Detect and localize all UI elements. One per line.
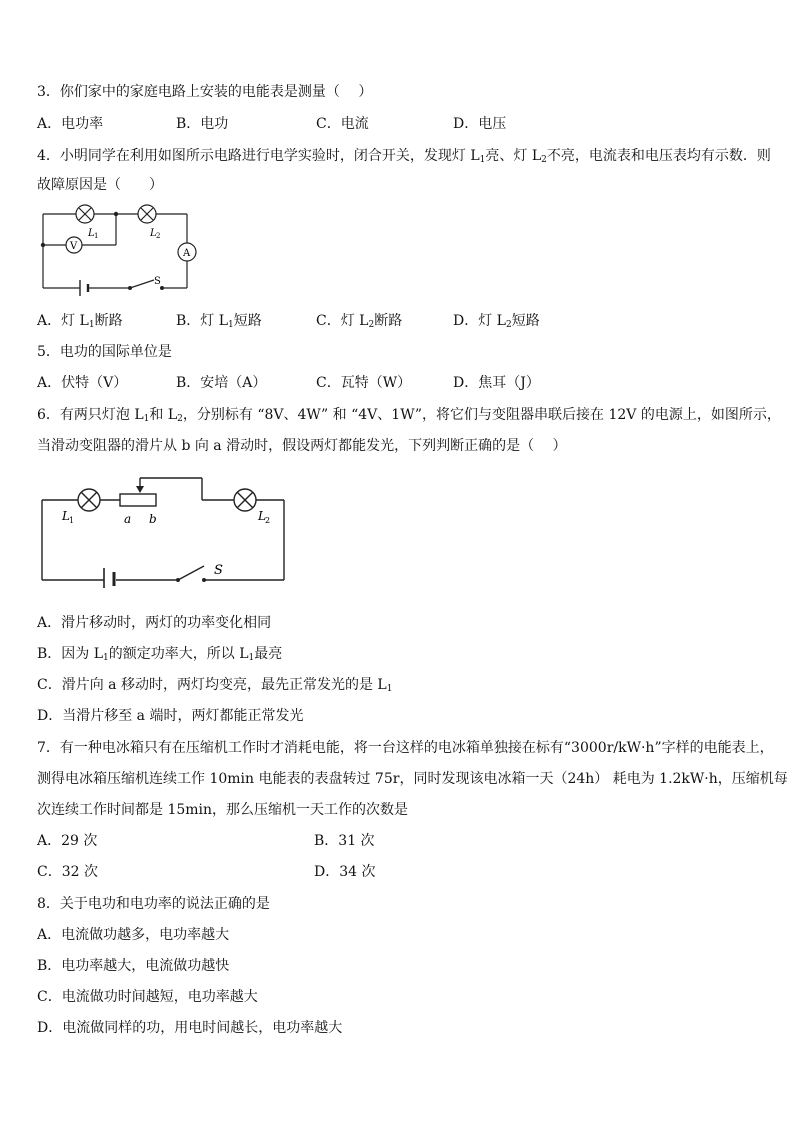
q7-stem-line2: 测得电冰箱压缩机连续工作 10min 电能表的表盘转过 75r，同时发现该电冰箱一天（24h） 耗电为 1.2kW·h，压缩机每 xyxy=(37,771,788,787)
q4-option-c: C．灯 $L_2$断路 xyxy=(316,313,403,330)
q7-option-d: D．34 次 xyxy=(314,864,376,880)
q6-lamp1-label: L xyxy=(62,509,70,523)
q3-option-b: B．电功 xyxy=(176,116,229,132)
q5-option-d: D．焦耳（J） xyxy=(453,375,540,391)
q5-option-a: A．伏特（V） xyxy=(37,375,128,391)
q6-lamp2-sub: 2 xyxy=(265,516,271,525)
q6-option-a: A．滑片移动时，两灯的功率变化相同 xyxy=(37,615,272,631)
q4-stem-line2: 故障原因是（ ） xyxy=(37,177,163,193)
q4-circuit-diagram xyxy=(36,200,206,300)
q4-ammeter-label: A xyxy=(183,248,191,259)
q6-option-c: C．滑片向 a 移动时，两灯均变亮，最先正常发光的是 $L_1$ xyxy=(37,677,393,694)
q8-stem: 8．关于电功和电功率的说法正确的是 xyxy=(37,896,270,912)
q3-option-d: D．电压 xyxy=(453,116,507,132)
q4-lamp1-label: L xyxy=(88,228,95,239)
q7-option-b: B．31 次 xyxy=(314,833,375,849)
q8-option-a: A．电流做功越多，电功率越大 xyxy=(37,927,230,943)
q4-lamp2-label: L xyxy=(150,228,157,239)
q3-option-a: A．电功率 xyxy=(37,116,104,132)
q4-stem-line1: 4．小明同学在利用如图所示电路进行电学实验时，闭合开关，发现灯 $L_1$亮、灯 $L_2$不亮，电流表和电压表均有示数．则 xyxy=(37,148,771,165)
q8-option-d: D．电流做同样的功，用电时间越长，电功率越大 xyxy=(37,1020,343,1036)
q7-stem-line1: 7．有一种电冰箱只有在压缩机工作时才消耗电能，将一台这样的电冰箱单独接在标有“3000r/kW·h”字样的电能表上， xyxy=(37,740,774,756)
q6-rheostat-b-label: b xyxy=(149,512,157,526)
q4-option-d: D．灯 $L_2$短路 xyxy=(453,313,540,330)
q4-option-b: B．灯 $L_1$短路 xyxy=(176,313,262,330)
q3-option-c: C．电流 xyxy=(316,116,369,132)
q6-switch-label: S xyxy=(214,563,223,578)
q4-option-a: A．灯 $L_1$断路 xyxy=(37,313,123,330)
q6-lamp1-sub: 1 xyxy=(69,516,75,525)
q4-lamp2-sub: 2 xyxy=(156,232,161,240)
q6-option-d: D．当滑片移至 a 端时，两灯都能正常发光 xyxy=(37,708,304,724)
q3-stem: 3．你们家中的家庭电路上安装的电能表是测量（ ） xyxy=(37,84,373,100)
q6-lamp2-label: L xyxy=(258,509,266,523)
q6-rheostat-a-label: a xyxy=(124,512,132,526)
q5-option-b: B．安培（A） xyxy=(176,375,267,391)
q6-circuit-diagram xyxy=(36,462,296,588)
q7-stem-line3: 次连续工作时间都是 15min，那么压缩机一天工作的次数是 xyxy=(37,802,409,818)
q5-stem: 5．电功的国际单位是 xyxy=(37,344,172,360)
q6-stem-line2: 当滑动变阻器的滑片从 b 向 a 滑动时，假设两灯都能发光，下列判断正确的是（ ） xyxy=(37,438,567,454)
q7-option-c: C．32 次 xyxy=(37,864,98,880)
q5-option-c: C．瓦特（W） xyxy=(316,375,412,391)
q6-stem-line1: 6．有两只灯泡 $L_1$和 $L_2$，分别标有 “8V、4W” 和 “4V、1W”，将它们与变阻器串联后接在 12V 的电源上，如图所示， xyxy=(37,407,781,424)
q8-option-c: C．电流做功时间越短，电功率越大 xyxy=(37,989,258,1005)
q6-option-b: B．因为 $L_1$的额定功率大，所以 $L_1$最亮 xyxy=(37,646,283,663)
q8-option-b: B．电功率越大，电流做功越快 xyxy=(37,958,230,974)
q4-switch-label: S xyxy=(154,276,161,287)
q4-voltmeter-label: V xyxy=(70,241,78,252)
q7-option-a: A．29 次 xyxy=(37,833,98,849)
q4-lamp1-sub: 1 xyxy=(94,232,99,240)
